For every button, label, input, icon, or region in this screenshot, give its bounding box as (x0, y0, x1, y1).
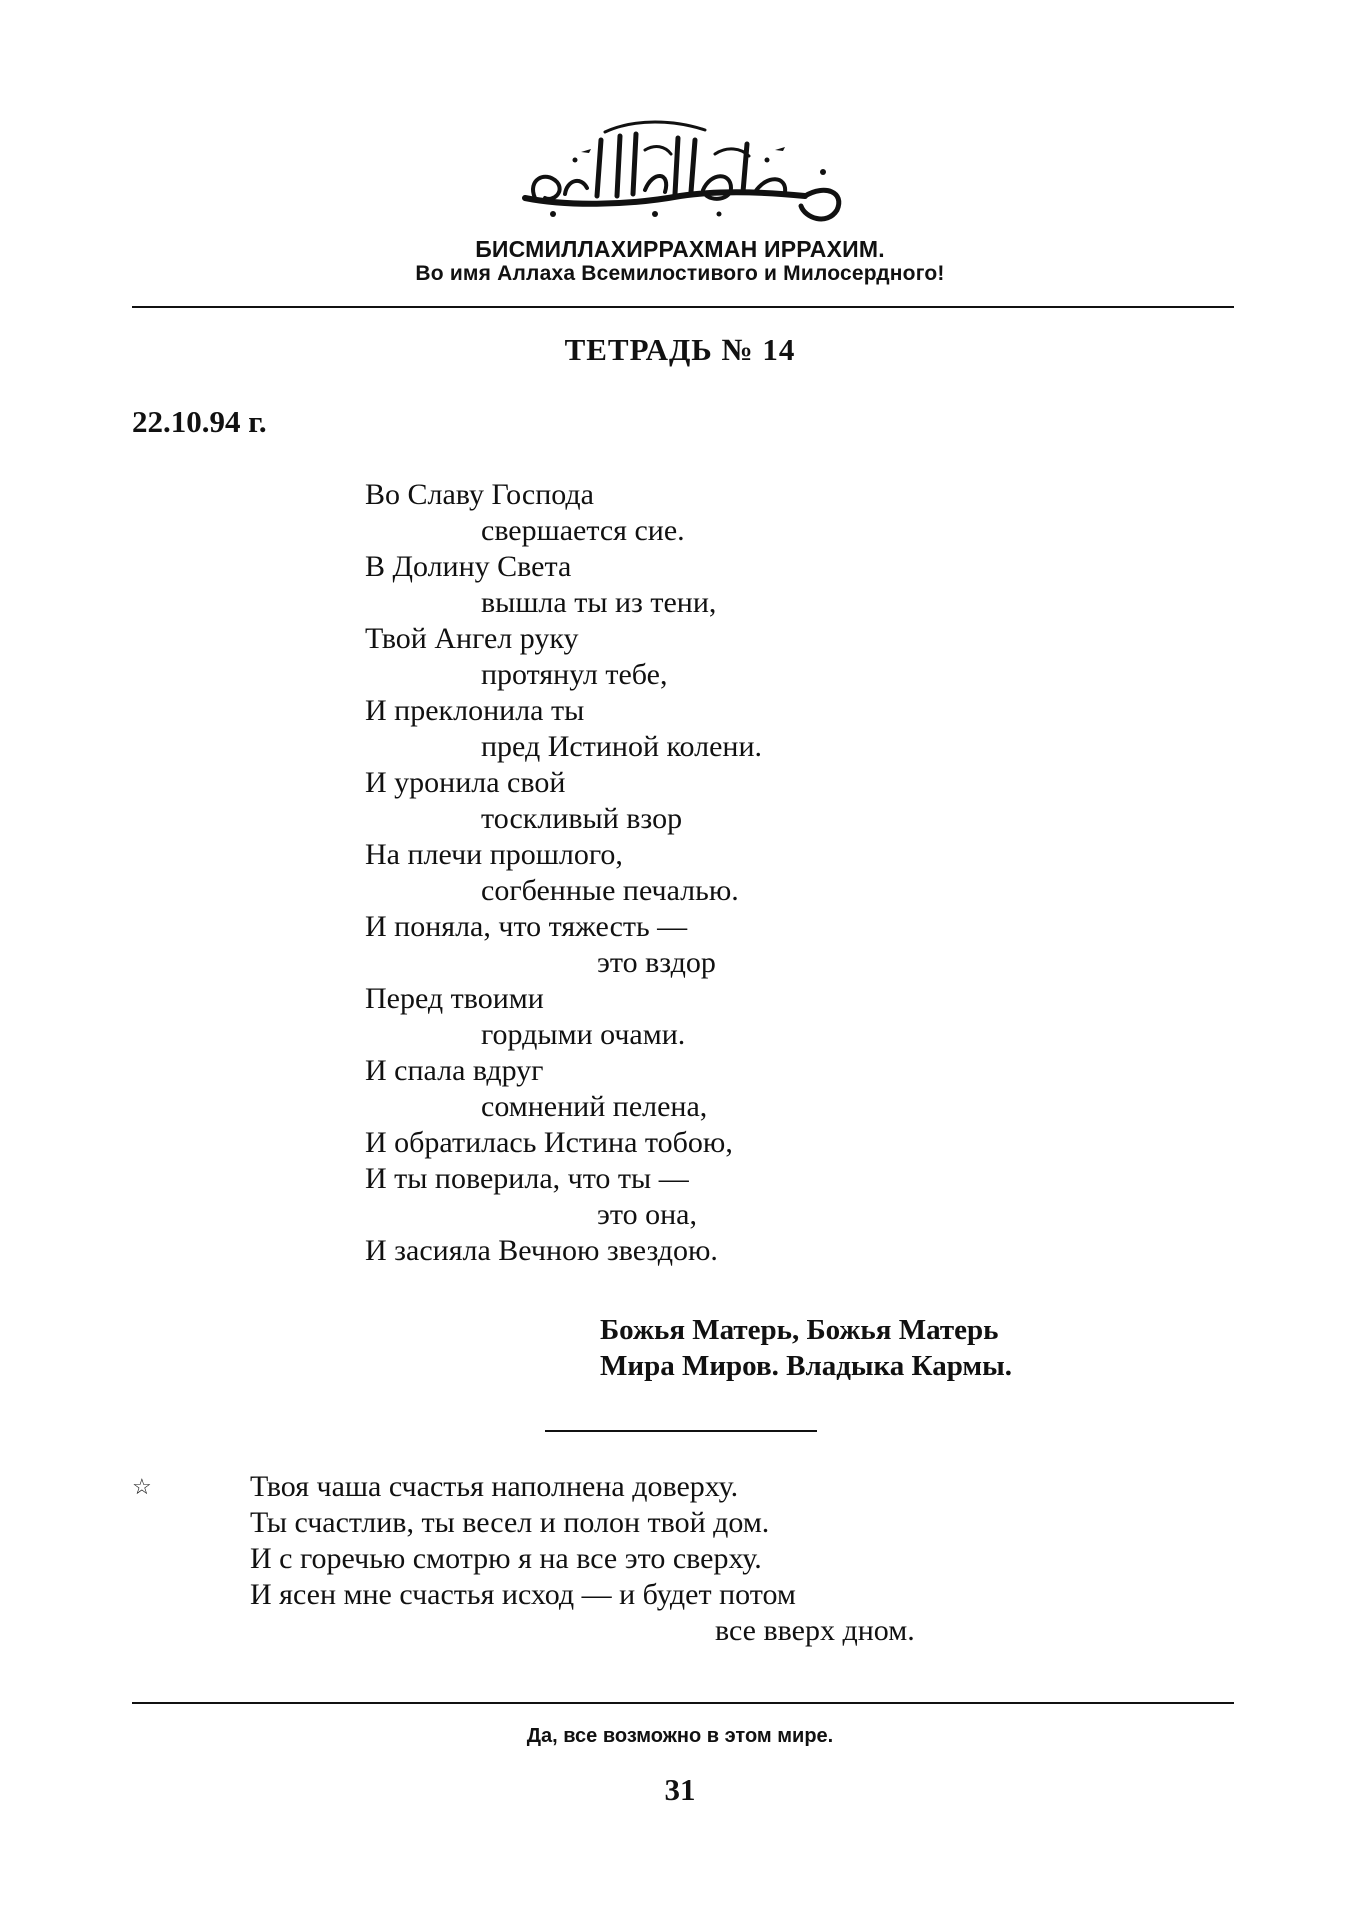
poem-1-line: сомнений пелена, (481, 1090, 708, 1123)
poem-1-line: И ты поверила, что ты — (365, 1162, 689, 1195)
poem-1-line: свершается сие. (481, 514, 685, 547)
poem-2-line: Твоя чаша счастья наполнена доверху. (250, 1470, 739, 1503)
poem-1-line: И спала вдруг (365, 1054, 544, 1087)
poem-1-line: Во Славу Господа (365, 478, 594, 511)
poem-1-line: И уронила свой (365, 766, 566, 799)
header-transliteration: БИСМИЛЛАХИРРАХМАН ИРРАХИМ. (475, 236, 885, 262)
basmala-calligraphy (505, 110, 865, 230)
poem-1-line: И преклонила ты (365, 694, 585, 727)
poem-1-line: гордыми очами. (481, 1018, 686, 1051)
poem-2-line: все вверх дном. (715, 1614, 915, 1647)
poem-1-line: тоскливый взор (481, 802, 683, 835)
poem-2-line: И с горечью смотрю я на все это сверху. (250, 1542, 762, 1575)
entry-date: 22.10.94 г. (132, 404, 267, 439)
footer-rule (132, 1702, 1234, 1704)
poem-1-line: В Долину Света (365, 550, 572, 583)
poem-1-line: это вздор (597, 946, 716, 979)
poem-1-line: И поняла, что тяжесть — (365, 910, 688, 943)
poem-1-line: протянул тебе, (481, 658, 668, 691)
header-rule (132, 306, 1234, 308)
poem-1-line: Перед твоими (365, 982, 544, 1015)
poem-1-line: согбенные печалью. (481, 874, 739, 907)
poem-1-line: это она, (597, 1198, 697, 1231)
star-icon: ☆ (132, 1474, 152, 1499)
poem-1-line: Твой Ангел руку (365, 622, 579, 655)
page-number: 31 (664, 1772, 696, 1807)
poem-2-line: И ясен мне счастья исход — и будет потом (250, 1578, 796, 1611)
section-divider (545, 1430, 817, 1432)
poem-1-line: И засияла Вечною звездою. (365, 1234, 718, 1267)
signature-line: Божья Матерь, Божья Матерь (600, 1314, 999, 1346)
poem-1-line: И обратилась Истина тобою, (365, 1126, 733, 1159)
poem-1-line: На плечи прошлого, (365, 838, 623, 871)
poem-2-line: Ты счастлив, ты весел и полон твой дом. (250, 1506, 770, 1539)
poem-1-line: пред Истиной колени. (481, 730, 763, 763)
footer-note: Да, все возможно в этом мире. (526, 1725, 834, 1747)
poem-1-line: вышла ты из тени, (481, 586, 717, 619)
notebook-title: ТЕТРАДЬ № 14 (564, 332, 796, 367)
signature-line: Мира Миров. Владыка Кармы. (600, 1350, 1013, 1382)
header-translation: Во имя Аллаха Всемилостивого и Милосердного! (415, 262, 945, 285)
